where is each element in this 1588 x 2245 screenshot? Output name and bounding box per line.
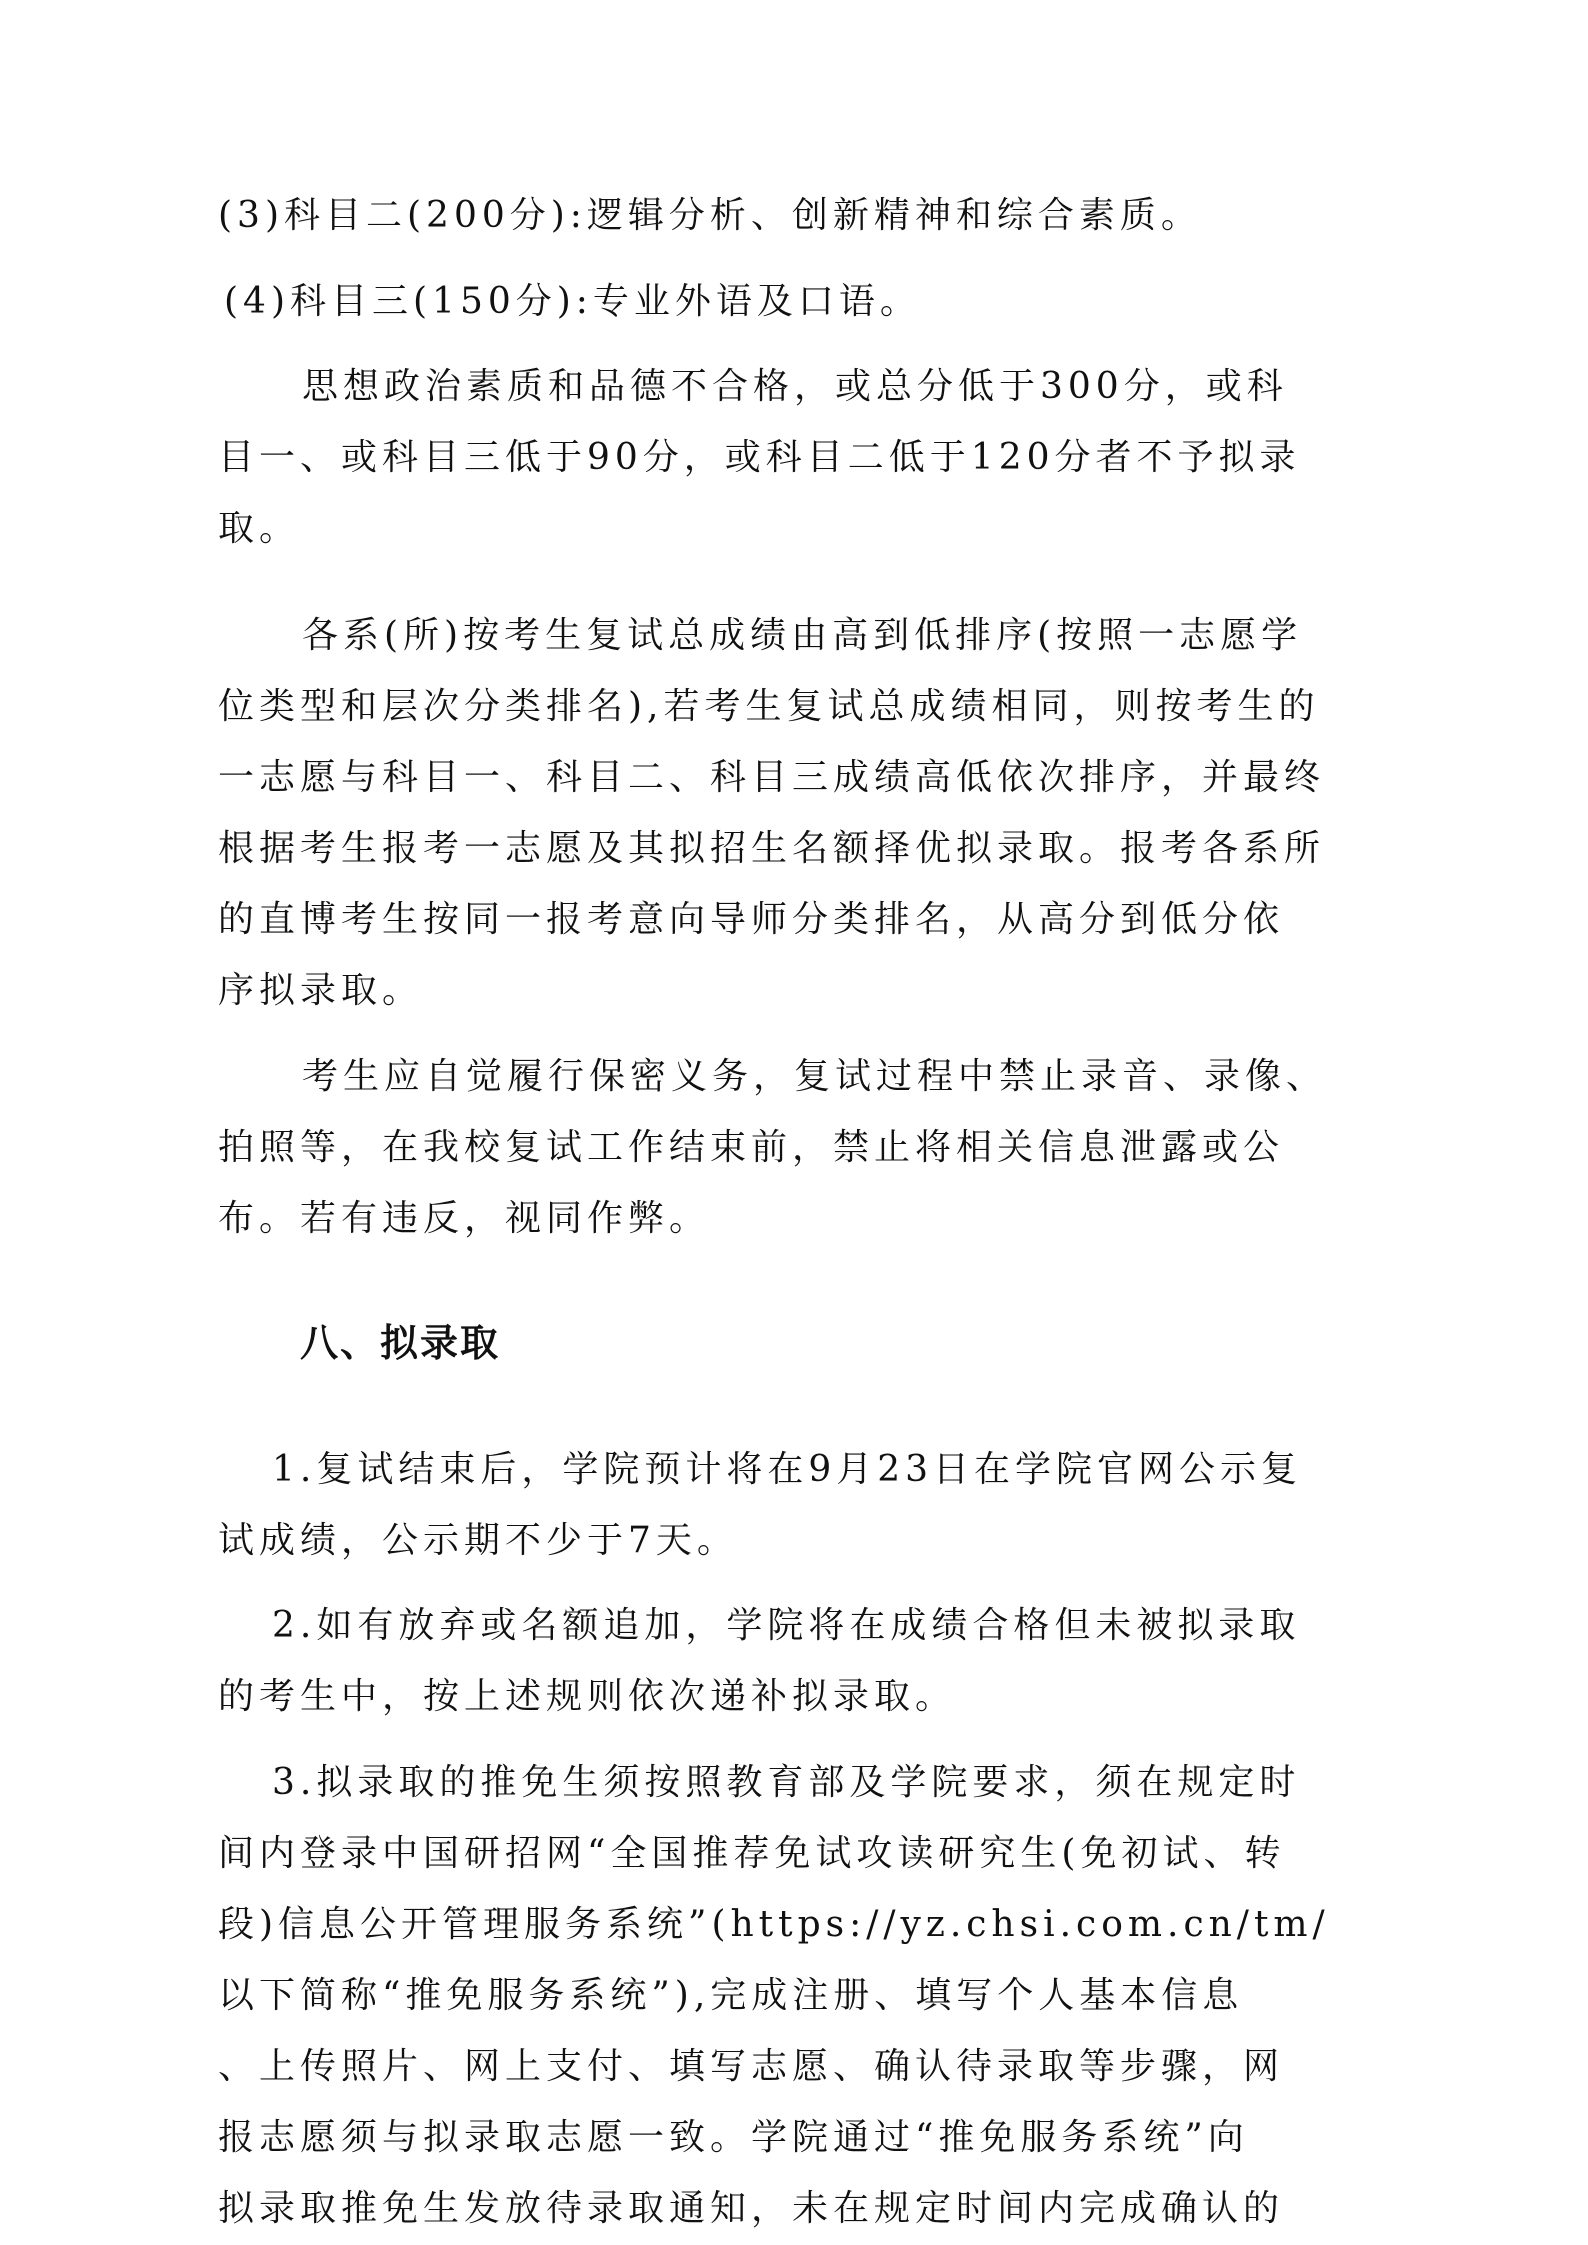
item-3-line-3: 段)信息公开管理服务系统”(https://yz.chsi.com.cn/tm/ xyxy=(218,1904,1330,1945)
subject-2-line: (3)科目二(200分):逻辑分析、创新精神和综合素质。 xyxy=(218,195,1202,236)
ranking-paragraph-line-2: 位类型和层次分类排名),若考生复试总成绩相同，则按考生的 xyxy=(218,686,1320,727)
fail-paragraph-line-2: 目一、或科目三低于90分，或科目二低于120分者不予拟录 xyxy=(218,437,1301,478)
ranking-paragraph-line-4: 根据考生报考一志愿及其拟招生名额择优拟录取。报考各系所 xyxy=(218,828,1326,869)
item-2-line-2: 的考生中，按上述规则依次递补拟录取。 xyxy=(218,1676,957,1717)
item-2-line-1: 2.如有放弃或名额追加，学院将在成绩合格但未被拟录取 xyxy=(272,1605,1301,1646)
item-3-line-7: 拟录取推免生发放待录取通知，未在规定时间内完成确认的 xyxy=(218,2188,1285,2229)
confidential-paragraph-line-1: 考生应自觉履行保密义务，复试过程中禁止录音、录像、 xyxy=(302,1056,1328,1097)
ranking-paragraph-line-5: 的直博考生按同一报考意向导师分类排名，从高分到低分依 xyxy=(218,899,1285,940)
item-1-line-2: 试成绩，公示期不少于7天。 xyxy=(218,1520,738,1561)
item-3-line-5: 、上传照片、网上支付、填写志愿、确认待录取等步骤，网 xyxy=(218,2046,1285,2087)
fail-paragraph-line-1: 思想政治素质和品德不合格，或总分低于300分，或科 xyxy=(302,366,1288,407)
section-heading: 八、拟录取 xyxy=(300,1321,501,1365)
fail-paragraph-line-3: 取。 xyxy=(218,508,301,549)
item-3-line-2: 间内登录中国研招网“全国推荐免试攻读研究生(免初试、转 xyxy=(218,1833,1286,1874)
ranking-paragraph-line-1: 各系(所)按考生复试总成绩由高到低排序(按照一志愿学 xyxy=(302,615,1303,656)
item-1-line-1: 1.复试结束后，学院预计将在9月23日在学院官网公示复 xyxy=(272,1449,1303,1490)
item-3-line-1: 3.拟录取的推免生须按照教育部及学院要求，须在规定时 xyxy=(272,1762,1301,1803)
ranking-paragraph-line-3: 一志愿与科目一、科目二、科目三成绩高低依次排序，并最终 xyxy=(218,757,1326,798)
subject-3-line: (4)科目三(150分):专业外语及口语。 xyxy=(224,281,921,322)
confidential-paragraph-line-3: 布。若有违反，视同作弊。 xyxy=(218,1198,711,1239)
item-3-line-6: 报志愿须与拟录取志愿一致。学院通过“推免服务系统”向 xyxy=(218,2117,1249,2158)
confidential-paragraph-line-2: 拍照等，在我校复试工作结束前，禁止将相关信息泄露或公 xyxy=(218,1127,1285,1168)
item-3-line-4: 以下简称“推免服务系统”),完成注册、填写个人基本信息 xyxy=(218,1975,1244,2016)
ranking-paragraph-line-6: 序拟录取。 xyxy=(218,970,424,1011)
